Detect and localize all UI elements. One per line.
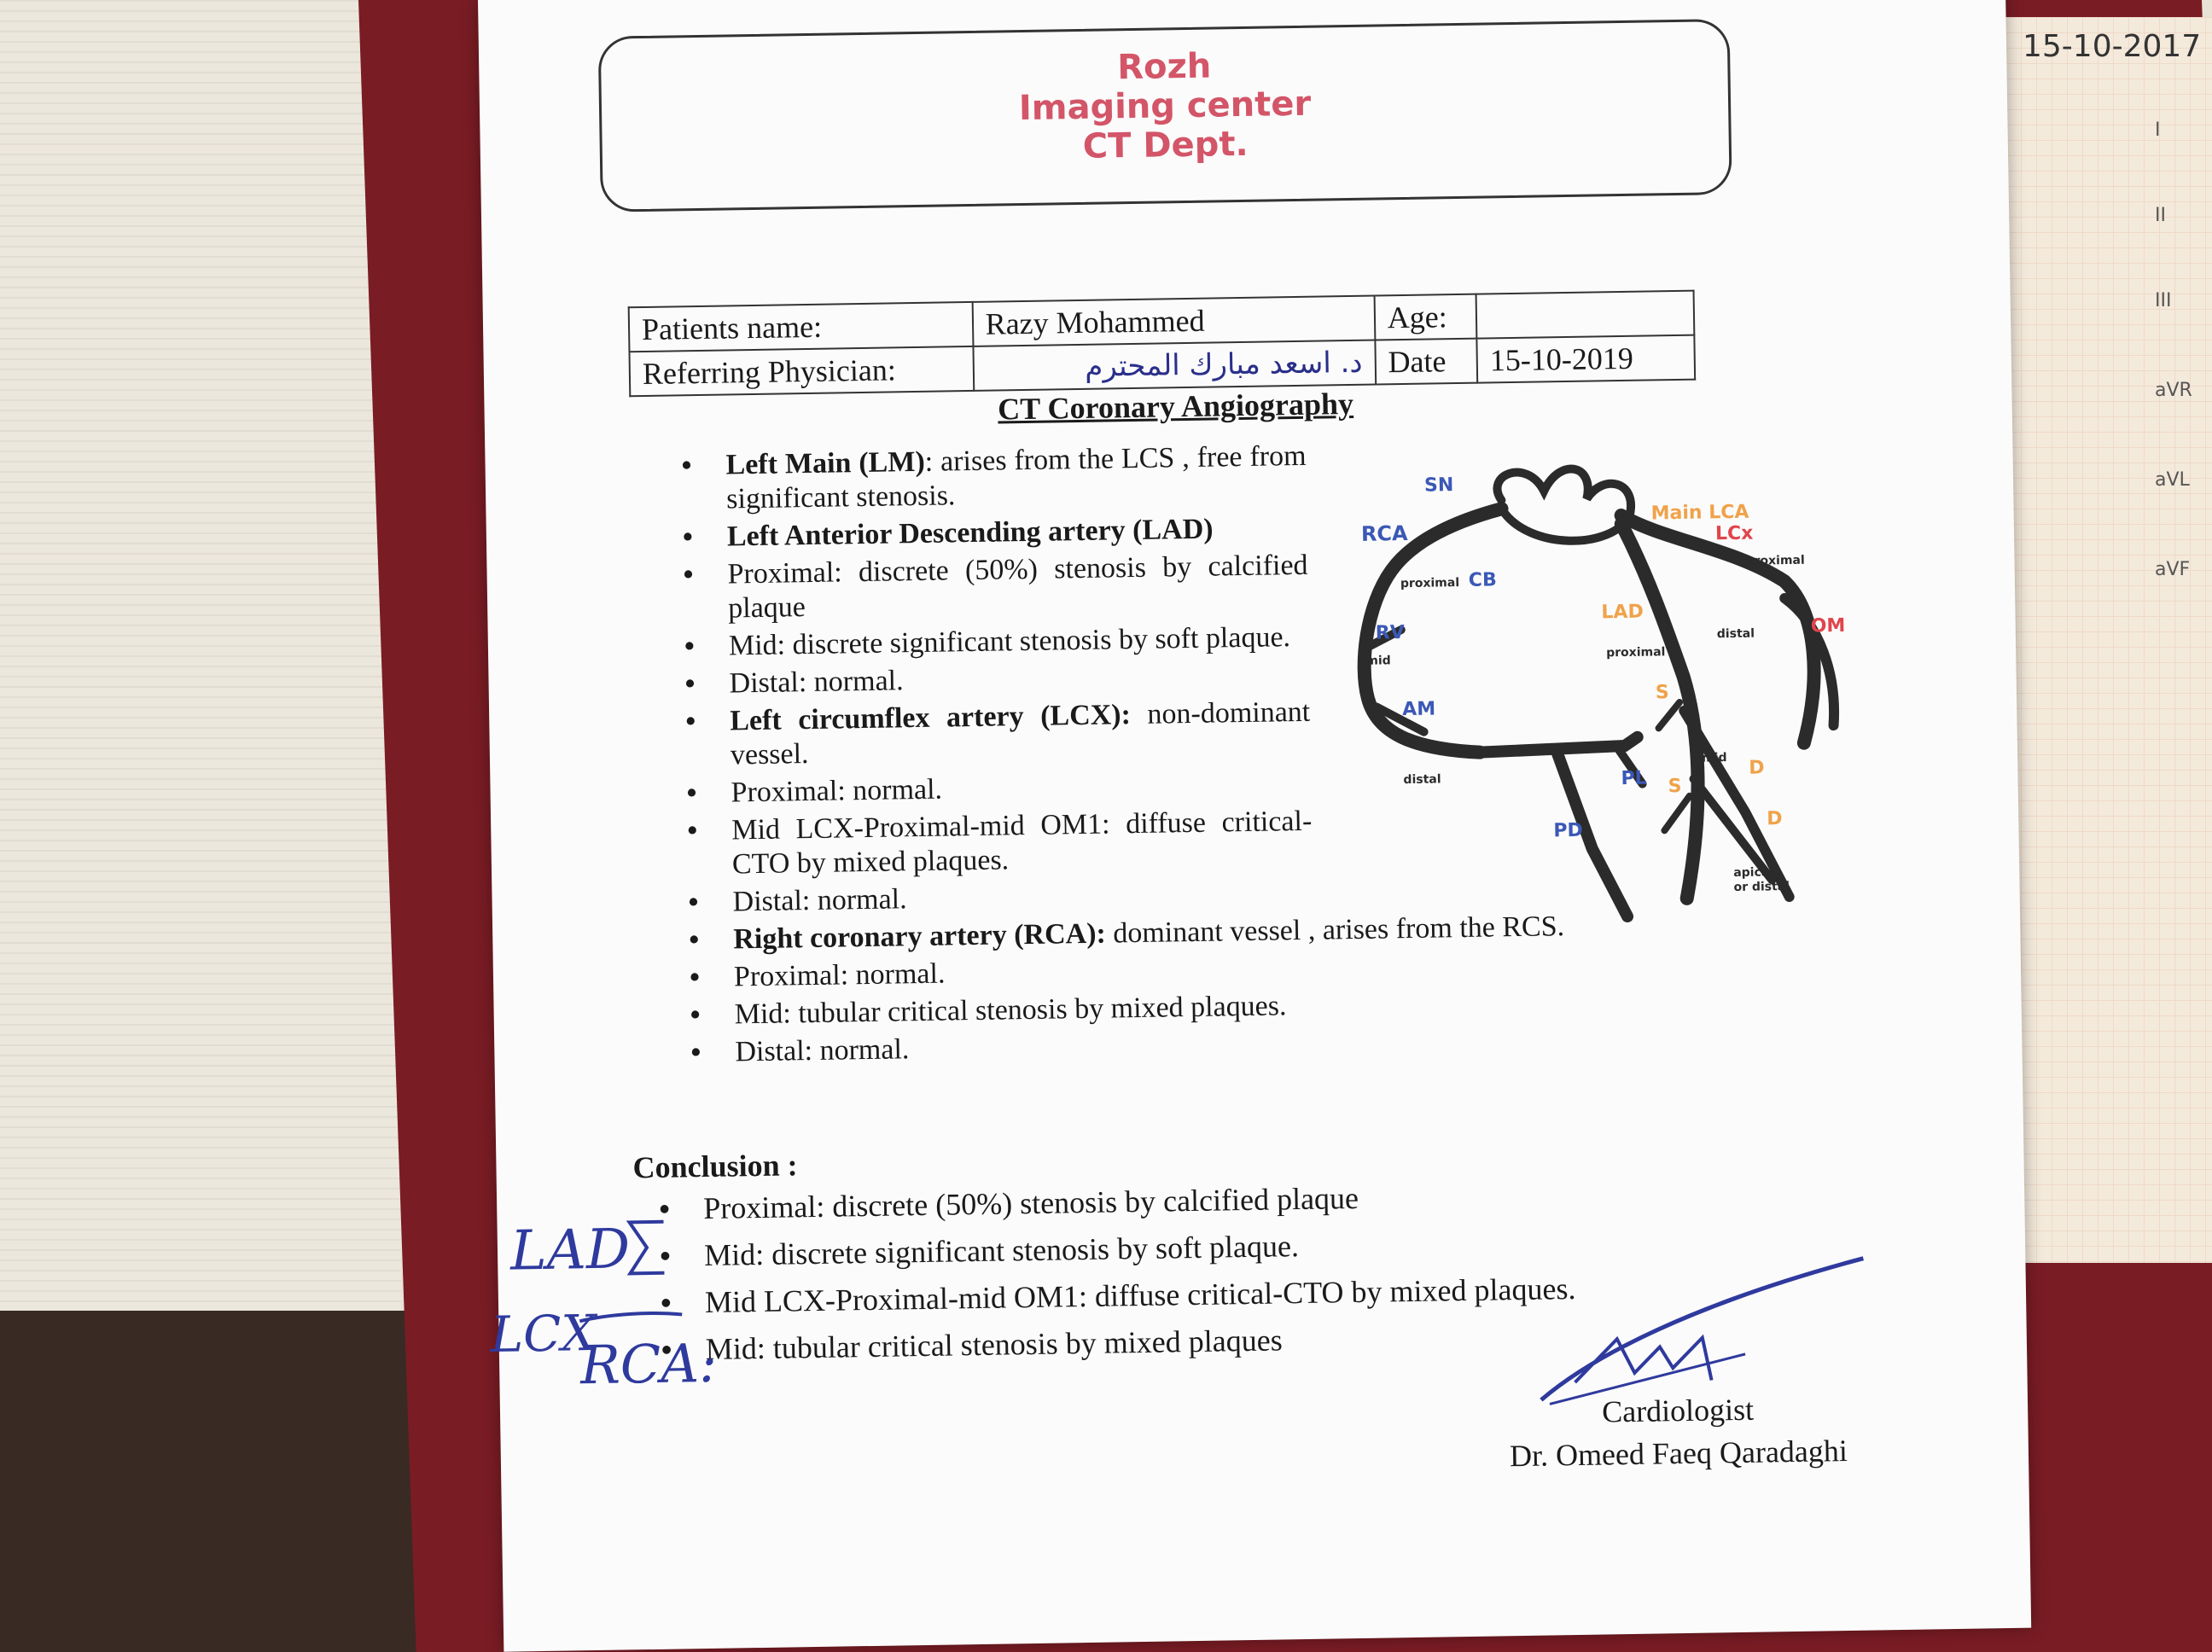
ecg-lead-label: II <box>2155 205 2166 226</box>
septal-vessel-2 <box>1664 796 1691 830</box>
letterhead-line: Imaging center <box>1018 84 1312 129</box>
finding-text: Proximal: discrete (50%) stenosis by calcified plaque <box>727 549 1308 625</box>
date-value: 15-10-2019 <box>1476 335 1695 383</box>
age-label: Age: <box>1374 294 1476 340</box>
handwritten-lad-note: LAD <box>509 1218 631 1283</box>
label-proximal-lad: proximal <box>1606 645 1666 660</box>
letterhead <box>598 19 1732 212</box>
signer-name: Dr. Omeed Faeq Qaradaghi <box>1509 1434 1848 1474</box>
list-item <box>683 511 1308 555</box>
list-item: • Mid: tubular critical stenosis by mixed plaques <box>661 1308 1941 1371</box>
aortic-root <box>1497 468 1632 542</box>
label-distal-lcx: distal <box>1716 626 1755 642</box>
date-label: Date <box>1375 339 1477 385</box>
letterhead-line: Rozh <box>1116 46 1212 88</box>
patient-info-table <box>628 290 1697 398</box>
label-proximal-rca: proximal <box>1400 576 1460 591</box>
label-mid-rca: mid <box>1365 654 1391 668</box>
physician-label: Referring Physician: <box>629 346 973 396</box>
finding-text: Distal: normal. <box>735 1033 910 1068</box>
finding-term: Left circumflex artery (LCX): <box>730 699 1132 737</box>
list-item: • Proximal: discrete (50%) stenosis by calcified plaque <box>659 1167 1940 1230</box>
label-diagonal-1: D <box>1749 757 1765 779</box>
physician-value: د. اسعد مبارك المحترم <box>973 340 1376 391</box>
finding-text: Mid LCX-Proximal-mid OM1: diffuse critical-CTO by mixed plaques. <box>731 805 1313 881</box>
list-item <box>683 549 1308 626</box>
finding-text: Mid: tubular critical stenosis by mixed plaques. <box>734 990 1287 1031</box>
finding-text: dominant vessel , arises from the RCS. <box>1105 910 1565 950</box>
list-item <box>684 620 1310 664</box>
label-diagonal-2: D <box>1767 808 1783 830</box>
list-item <box>687 805 1313 882</box>
ecg-lead-label: I <box>2155 119 2161 141</box>
signature-block <box>1456 1386 1901 1478</box>
report-title: CT Coronary Angiography <box>997 386 1354 427</box>
ecg-date: 15-10-2017 <box>2023 29 2202 64</box>
label-septal-2: S <box>1668 775 1682 798</box>
patient-name-value: Razy Mohammed <box>972 296 1375 346</box>
label-lcx: LCx <box>1714 522 1754 545</box>
finding-text: Proximal: normal. <box>731 773 943 809</box>
label-or-distal: or distal <box>1733 879 1790 895</box>
label-om: OM <box>1810 614 1846 637</box>
label-main-lca: Main LCA <box>1650 501 1749 525</box>
finding-term: Right coronary artery (RCA): <box>733 917 1107 956</box>
letterhead-line: CT Dept. <box>1082 124 1249 166</box>
septal-vessel-1 <box>1658 702 1679 728</box>
patient-name-label: Patients name: <box>629 302 973 352</box>
finding-term: Left Anterior Descending artery (LAD) <box>726 513 1214 553</box>
label-sn: SN <box>1423 474 1454 497</box>
label-pd: PD <box>1553 819 1584 842</box>
label-rv: RV <box>1375 622 1405 644</box>
label-proximal-lcx: proximal <box>1745 553 1805 568</box>
vessel-paths <box>1361 465 1837 921</box>
label-apical: apical <box>1733 865 1774 881</box>
label-am: AM <box>1401 698 1436 721</box>
label-mid-lad: mid <box>1702 751 1727 765</box>
list-item: • Mid LCX-Proximal-mid OM1: diffuse critical-CTO by mixed plaques. <box>661 1261 1941 1324</box>
finding-text: Distal: normal. <box>729 665 904 700</box>
coronary-artery-diagram <box>1339 451 1876 938</box>
report-page <box>478 0 2031 1652</box>
list-item: • Mid: discrete significant stenosis by soft plaque. <box>660 1214 1941 1277</box>
finding-text: non-dominant vessel. <box>730 695 1311 771</box>
finding-term: Left Main (LM) <box>725 445 926 481</box>
label-cb: CB <box>1468 569 1497 591</box>
desk-surface <box>0 0 401 1311</box>
signer-title: Cardiologist <box>1601 1392 1755 1429</box>
list-item <box>686 767 1312 811</box>
list-item <box>685 695 1311 773</box>
ecg-lead-label: III <box>2155 290 2172 311</box>
list-item <box>681 439 1307 517</box>
label-septal-1: S <box>1655 682 1669 704</box>
handwritten-rca-note: RCA: <box>579 1331 718 1397</box>
label-pl: PL <box>1621 767 1647 790</box>
label-lad: LAD <box>1601 601 1644 624</box>
label-distal-rca: distal <box>1403 772 1441 788</box>
finding-text: Proximal: normal. <box>733 957 946 993</box>
ecg-lead-label: aVR <box>2155 380 2192 401</box>
age-value <box>1476 291 1695 339</box>
label-rca: RCA <box>1360 521 1408 546</box>
finding-text: Mid: discrete significant stenosis by soft plaque. <box>728 621 1291 662</box>
finding-text: : arises from the LCS , free from significant stenosis. <box>725 439 1307 515</box>
ecg-lead-label: aVL <box>2155 469 2190 491</box>
handwritten-arrow-line-icon <box>575 1302 686 1329</box>
conclusion-title: Conclusion : <box>632 1148 798 1185</box>
handwritten-brace-icon <box>616 1213 677 1283</box>
handwritten-lcx-note: LCX <box>490 1304 597 1364</box>
finding-text: Distal: normal. <box>732 883 907 918</box>
list-item <box>684 658 1310 701</box>
ecg-lead-label: aVF <box>2155 559 2191 580</box>
